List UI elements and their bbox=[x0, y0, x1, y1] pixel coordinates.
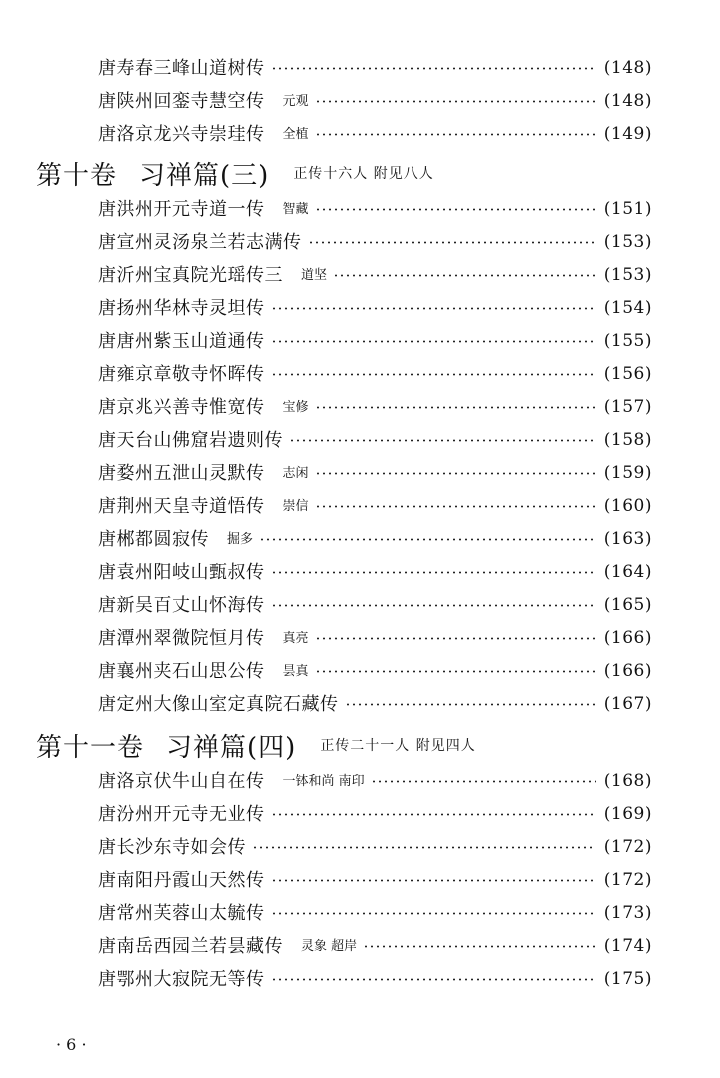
leader-dots bbox=[315, 208, 596, 211]
entry-page: (156) bbox=[603, 364, 652, 384]
leader-dots bbox=[271, 67, 596, 70]
toc-entry bbox=[98, 655, 652, 688]
toc-entry bbox=[98, 325, 652, 358]
volume-number: 第十卷 bbox=[36, 160, 118, 191]
entry-title: 唐婺州五泄山灵默传 bbox=[98, 462, 265, 484]
toc-entry bbox=[98, 259, 652, 292]
entry-note: 智藏 bbox=[282, 202, 309, 217]
toc-entry bbox=[98, 490, 652, 523]
entry-title: 唐天台山佛窟岩遗则传 bbox=[98, 429, 283, 451]
toc-entry bbox=[98, 424, 652, 457]
toc-entry bbox=[98, 226, 652, 259]
entry-page: (172) bbox=[603, 870, 652, 890]
entry-title: 唐寿春三峰山道树传 bbox=[98, 57, 265, 79]
volume-counts: 正传二十一人 附见四人 bbox=[320, 738, 476, 754]
toc-entry bbox=[98, 930, 652, 963]
entry-note: 崇信 bbox=[282, 499, 309, 514]
entry-title: 唐潭州翠微院恒月传 bbox=[98, 627, 265, 649]
entry-note: 全植 bbox=[282, 127, 309, 142]
entry-title: 唐宣州灵汤泉兰若志满传 bbox=[98, 231, 302, 253]
entry-note: 真亮 bbox=[282, 631, 309, 646]
entry-page: (153) bbox=[603, 232, 652, 252]
entry-title: 唐新吴百丈山怀海传 bbox=[98, 594, 265, 616]
entry-note: 一钵和尚 南印 bbox=[282, 774, 365, 789]
toc-entry bbox=[98, 798, 652, 831]
entry-page: (174) bbox=[603, 936, 652, 956]
entry-title: 唐荆州天皇寺道悟传 bbox=[98, 495, 265, 517]
entry-title: 唐汾州开元寺无业传 bbox=[98, 803, 265, 825]
leader-dots bbox=[315, 406, 596, 409]
entry-title: 唐扬州华林寺灵坦传 bbox=[98, 297, 265, 319]
toc-entry bbox=[98, 765, 652, 798]
entry-note: 志闲 bbox=[282, 466, 309, 481]
entry-page: (172) bbox=[603, 837, 652, 857]
entry-note: 道坚 bbox=[301, 268, 328, 283]
leader-dots bbox=[271, 340, 596, 343]
entry-page: (148) bbox=[603, 91, 652, 111]
toc-entry bbox=[98, 52, 652, 85]
leader-dots bbox=[289, 439, 596, 442]
leader-dots bbox=[315, 133, 596, 136]
toc-entry bbox=[98, 622, 652, 655]
toc-entry bbox=[98, 556, 652, 589]
leader-dots bbox=[315, 637, 596, 640]
entry-title: 唐沂州宝真院光瑶传三 bbox=[98, 264, 283, 286]
leader-dots bbox=[259, 538, 596, 541]
toc-entry bbox=[98, 391, 652, 424]
entry-title: 唐雍京章敬寺怀晖传 bbox=[98, 363, 265, 385]
leader-dots bbox=[271, 307, 596, 310]
entry-title: 唐唐州紫玉山道通传 bbox=[98, 330, 265, 352]
volume-section: 习禅篇(三) bbox=[139, 160, 270, 191]
entry-note: 掘多 bbox=[227, 532, 254, 547]
toc-entry bbox=[98, 118, 652, 151]
entry-page: (168) bbox=[603, 771, 652, 791]
leader-dots bbox=[271, 978, 596, 981]
entry-page: (159) bbox=[603, 463, 652, 483]
leader-dots bbox=[308, 241, 596, 244]
entry-title: 唐郴都圆寂传 bbox=[98, 528, 209, 550]
entry-page: (175) bbox=[603, 969, 652, 989]
entry-title: 唐常州芙蓉山太毓传 bbox=[98, 902, 265, 924]
toc-entry bbox=[98, 358, 652, 391]
leader-dots bbox=[333, 274, 596, 277]
page-number: · 6 · bbox=[56, 1035, 87, 1054]
entry-title: 唐长沙东寺如会传 bbox=[98, 836, 246, 858]
entry-page: (163) bbox=[603, 529, 652, 549]
entry-title: 唐南阳丹霞山天然传 bbox=[98, 869, 265, 891]
entry-page: (166) bbox=[603, 628, 652, 648]
toc-entry bbox=[98, 688, 652, 721]
leader-dots bbox=[315, 670, 596, 673]
entry-page: (155) bbox=[603, 331, 652, 351]
leader-dots bbox=[371, 780, 596, 783]
entry-page: (166) bbox=[603, 661, 652, 681]
entry-title: 唐陕州回銮寺慧空传 bbox=[98, 90, 265, 112]
leader-dots bbox=[271, 879, 596, 882]
entry-page: (158) bbox=[603, 430, 652, 450]
toc-entry bbox=[98, 292, 652, 325]
entry-title: 唐洛京伏牛山自在传 bbox=[98, 770, 265, 792]
entry-note: 宝修 bbox=[282, 400, 309, 415]
entry-page: (154) bbox=[603, 298, 652, 318]
volume-section: 习禅篇(四) bbox=[166, 732, 297, 763]
entry-note: 元观 bbox=[282, 94, 309, 109]
entry-title: 唐袁州阳岐山甄叔传 bbox=[98, 561, 265, 583]
toc-entry bbox=[98, 963, 652, 996]
entry-page: (173) bbox=[603, 903, 652, 923]
leader-dots bbox=[315, 472, 596, 475]
toc-entry bbox=[98, 864, 652, 897]
entry-page: (153) bbox=[603, 265, 652, 285]
entry-title: 唐定州大像山室定真院石藏传 bbox=[98, 693, 339, 715]
entry-page: (165) bbox=[603, 595, 652, 615]
entry-page: (169) bbox=[603, 804, 652, 824]
toc-entry bbox=[98, 589, 652, 622]
entry-page: (167) bbox=[603, 694, 652, 714]
entry-title: 唐京兆兴善寺惟宽传 bbox=[98, 396, 265, 418]
volume-counts: 正传十六人 附见八人 bbox=[293, 166, 434, 182]
toc-entry bbox=[98, 897, 652, 930]
entry-page: (164) bbox=[603, 562, 652, 582]
entry-page: (157) bbox=[603, 397, 652, 417]
leader-dots bbox=[345, 703, 596, 706]
volume-heading bbox=[36, 725, 476, 765]
entry-title: 唐鄂州大寂院无等传 bbox=[98, 968, 265, 990]
entry-title: 唐襄州夹石山思公传 bbox=[98, 660, 265, 682]
entry-title: 唐南岳西园兰若昙藏传 bbox=[98, 935, 283, 957]
entry-page: (160) bbox=[603, 496, 652, 516]
entry-title: 唐洪州开元寺道一传 bbox=[98, 198, 265, 220]
volume-number: 第十一卷 bbox=[36, 732, 145, 763]
entry-note: 灵象 超岸 bbox=[301, 939, 358, 954]
entry-note: 昙真 bbox=[282, 664, 309, 679]
leader-dots bbox=[271, 813, 596, 816]
toc-entry bbox=[98, 193, 652, 226]
leader-dots bbox=[315, 505, 596, 508]
volume-heading bbox=[36, 153, 434, 193]
leader-dots bbox=[363, 945, 596, 948]
toc-entry bbox=[98, 523, 652, 556]
entry-page: (148) bbox=[603, 58, 652, 78]
toc-entry bbox=[98, 831, 652, 864]
leader-dots bbox=[271, 912, 596, 915]
leader-dots bbox=[315, 100, 596, 103]
entry-page: (151) bbox=[603, 199, 652, 219]
leader-dots bbox=[271, 571, 596, 574]
leader-dots bbox=[271, 604, 596, 607]
toc-entry bbox=[98, 85, 652, 118]
toc-entry bbox=[98, 457, 652, 490]
leader-dots bbox=[252, 846, 596, 849]
entry-title: 唐洛京龙兴寺崇珪传 bbox=[98, 123, 265, 145]
entry-page: (149) bbox=[603, 124, 652, 144]
leader-dots bbox=[271, 373, 596, 376]
